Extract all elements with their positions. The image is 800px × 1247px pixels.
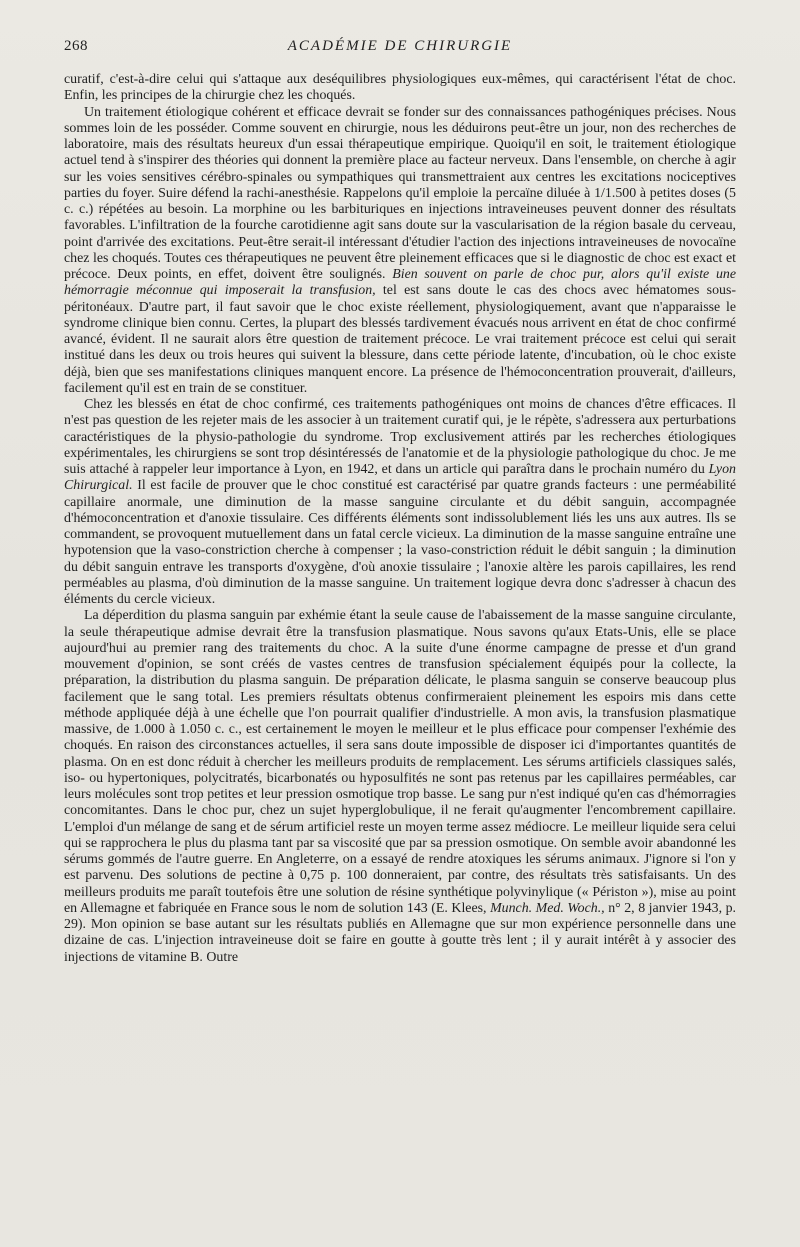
paragraph bbox=[64, 105, 736, 398]
text-run: tel est sans doute le cas des chocs avec hématomes sous-péritonéaux. D'autre part, il faut savoir que le choc existe réellement, physiologiquement, avant que n'apparaisse le syndrome clinique bien connu. Certes, la plupart des blessés tardivement évacués nous arrivent en état de choc confirmé avancé, évident. Il ne saurait alors être question de traitement précoce. Le vrai traitement précoce est celui qui serait institué dans les deux ou trois heures qui suivent la blessure, dans cette période latente, d'incubation, où le choc existe déjà, bien que ses manifestations cliniques manquent encore. La présence de l'hémoconcentration prouverait, d'ailleurs, facilement qu'il est en train de se constituer. bbox=[64, 283, 736, 396]
paragraph bbox=[64, 608, 736, 966]
italic-text-run: Munch. Med. Woch., bbox=[490, 900, 605, 916]
paragraph bbox=[64, 72, 736, 105]
text-run: La déperdition du plasma sanguin par exhémie étant la seule cause de l'abaissement de la masse sanguine circulante, la seule thérapeutique admise devrait être la transfusion plasmatique. Nous savons qu'aux Etats-Unis, elle se place aujourd'hui au premier rang des traitements du choc. A la suite d'une énorme campagne de presse et d'un grand mouvement d'opinion, se sont créés de vastes centres de transfusion spécialement équipés pour la collecte, la préparation, la distribution du plasma sanguin. De préparation délicate, le plasma sanguin se conserve beaucoup plus facilement que le sang total. Les premiers résultats obtenus confirmeraient pleinement les espoirs mis dans cette méthode appliquée déjà à une échelle que l'on pourrait qualifier d'industrielle. A mon avis, la transfusion plasmatique massive, de 1.000 à 1.050 c. c., est certainement le moyen le meilleur et le plus efficace pour compenser l'exhémie des choqués. En raison des circonstances actuelles, il sera sans doute impossible de disposer ici d'importantes quantités de plasma. On en est donc réduit à chercher les meilleurs produits de remplacement. Les sérums artificiels classiques salés, iso- ou hypertoniques, polycitratés, bicarbonatés ou hyposulfités ne sont pas retenus par les capillaires perméables, car leurs molécules sont trop petites et leur pression osmotique trop basse. Le sang pur n'est indiqué qu'en cas d'hémorragies concomitantes. Dans le choc pur, chez un sujet hyperglobulique, il ne ferait qu'augmenter l'encombrement capillaire. L'emploi d'un mélange de sang et de sérum artificiel reste un moyen terme assez médiocre. Le meilleur liquide sera celui qui se rapprochera le plus du plasma tant par sa viscosité que par sa pression osmotique. On semble avoir abandonné les sérums gommés de l'autre guerre. En Angleterre, on a essayé de rendre atoxiques les sérums animaux. J'ignore si l'on y est parvenu. Des solutions de pectine à 0,75 p. 100 donneraient, par contre, des résultats très satisfaisants. Un des meilleurs produits me paraît toutefois être une solution de résine synthétique polyvinylique (« Périston »), mise au point en Allemagne et fabriquée en France sous le nom de solution 143 (E. Klees, bbox=[64, 608, 736, 916]
page-number: 268 bbox=[64, 38, 88, 54]
text-run: Un traitement étiologique cohérent et efficace devrait se fonder sur des connaissances pathogéniques précises. Nous sommes loin de les posséder. Comme souvent en chirurgie, nous les déduirons peut-être un jour, non des recherches de laboratoire, mais des résultats heureux d'un essai thérapeutique empirique. Quoiqu'il en soit, le traitement étiologique actuel tend à s'inspirer des théories qui donnent la première place au facteur nerveux. Dans l'ensemble, on cherche à agir sur les voies sensitives cérébro-spinales ou sympathiques qui transmettraient aux centres les excitations nociceptives parties du foyer. Suire défend la rachi-anesthésie. Rappelons qu'il emploie la percaïne diluée à 1/1.500 à petites doses (5 c. c.) répétées au besoin. La morphine ou les barbituriques en injections intraveineuses peuvent donner des résultats favorables. L'infiltration de la fourche carotidienne agit sans doute sur la vascularisation de la région basale du cerveau, point d'arrivée des excitations. Peut-être serait-il intéressant d'étudier l'action des injections intraveineuses de novocaïne chez les choqués. Toutes ces thérapeutiques ne peuvent être pleinement efficaces que si le diagnostic de choc est exact et précoce. Deux points, en effet, doivent être soulignés. bbox=[64, 104, 736, 282]
body-text bbox=[64, 72, 736, 966]
page-header bbox=[64, 38, 736, 60]
paragraph bbox=[64, 397, 736, 608]
text-run: Chez les blessés en état de choc confirmé, ces traitements pathogéniques ont moins de chances d'être efficaces. Il n'est pas question de les rejeter mais de les associer à un traitement curatif qui, je le répète, s'adressera aux perturbations caractéristiques de la physio-pathologie du syndrome. Trop exclusivement attirés par les recherches étiologiques expérimentales, les chirurgiens se sont trop désintéressés de l'anatomie et de la physiologie pathologique du choc. Je me suis attaché à rappeler leur importance à Lyon, en 1942, et dans un article qui paraîtra dans le prochain numéro du bbox=[64, 397, 736, 477]
text-run: n° 2, 8 janvier 1943, p. 29). Mon opinion se base autant sur les résultats publiés en Allemagne que sur mon expérience personnelle dans une dizaine de cas. L'injection intraveineuse doit se faire en goutte à goutte très lent ; il y aurait intérêt à y associer des injections de vitamine B. Outre bbox=[64, 900, 737, 965]
text-run: Il est facile de prouver que le choc constitué est caractérisé par quatre grands facteurs : une perméabilité capillaire anormale, une diminution de la masse sanguine circulante et du débit sanguin, accompagnée d'hémoconcentration et d'anoxie tissulaire. Ces différents éléments sont indissolublement liés les uns aux autres. Ils se commandent, se provoquent mutuellement dans un fatal cercle vicieux. La diminution de la masse sanguine entraîne une hypotension que la vaso-constriction cherche à compenser ; la vaso-constriction réduit le débit sanguin ; la diminution du débit sanguin entrave les transports d'oxygène, d'où anoxie tissulaire ; l'anoxie altère les parois capillaires, les rend perméables au plasma, d'où diminution de la masse sanguine. Un traitement logique devra donc s'adresser à chacun des éléments du cercle vicieux. bbox=[64, 478, 736, 607]
italic-text-run: Lyon Chirurgical. bbox=[64, 462, 736, 494]
text-run: curatif, c'est-à-dire celui qui s'attaque aux deséquilibres physiologiques eux-mêmes, qui caractérisent l'état de choc. Enfin, les principes de la chirurgie chez les choqués. bbox=[64, 72, 736, 104]
italic-text-run: Bien souvent on parle de choc pur, alors qu'il existe une hémorragie méconnue qui imposerait la transfusion, bbox=[64, 267, 736, 299]
running-title: ACADÉMIE DE CHIRURGIE bbox=[287, 38, 513, 54]
